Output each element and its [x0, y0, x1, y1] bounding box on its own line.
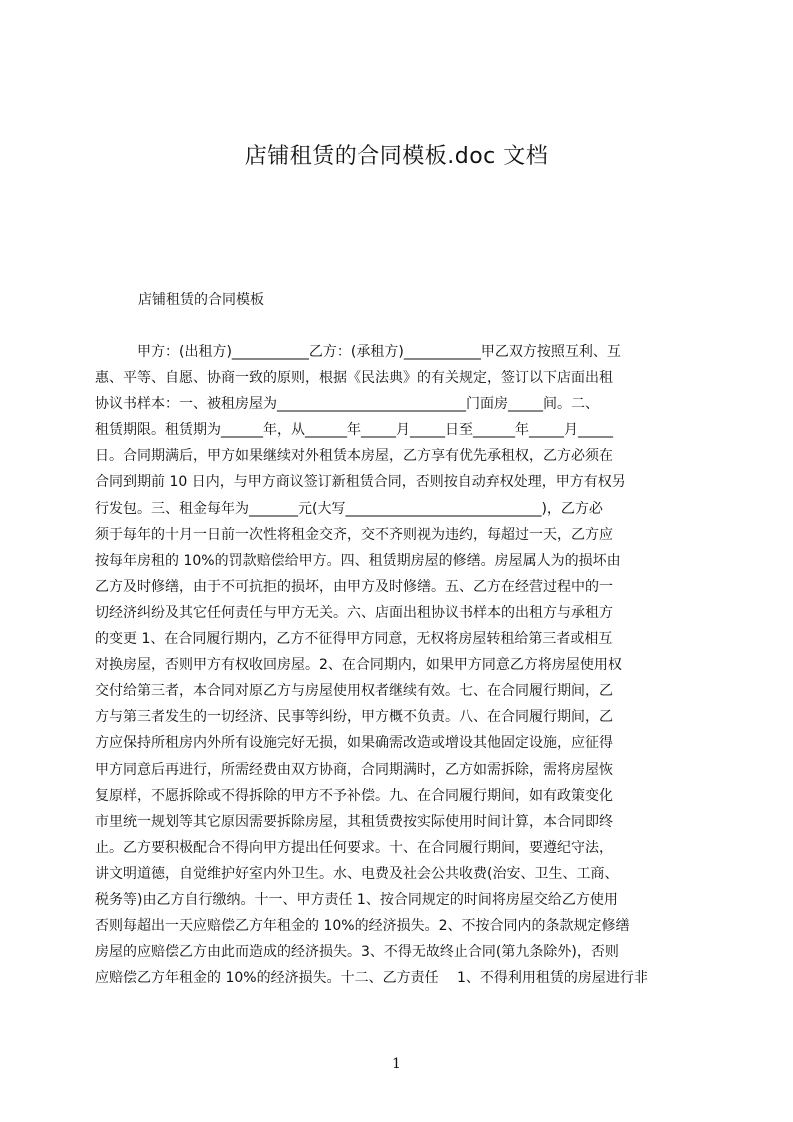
document-title: 店铺租赁的合同模板.doc 文档: [244, 144, 549, 169]
body-line: 止。乙方要积极配合不得向甲方提出任何要求。十、在合同履行期间，要遵纪守法，: [95, 839, 613, 856]
body-line: 甲方同意后再进行，所需经费由双方协商，合同期满时，乙方如需拆除，需将房屋恢: [95, 761, 613, 778]
body-line: 切经济纠纷及其它任何责任与甲方无关。六、店面出租协议书样本的出租方与承租方: [95, 604, 613, 621]
body-line: 惠、平等、自愿、协商一致的原则，根据《民法典》的有关规定，签订以下店面出租: [95, 370, 613, 387]
body-line: 讲文明道德，自觉维护好室内外卫生。水、电费及社会公共收费(治安、卫生、工商、: [95, 865, 619, 882]
body-line: 交付给第三者，本合同对原乙方与房屋使用权者继续有效。七、在合同履行期间，乙: [95, 683, 613, 700]
body-line: 租赁期限。租赁期为______年，从______年_____月_____日至______年_____月_____: [95, 422, 613, 439]
body-line: 日。合同期满后，甲方如果继续对外租赁本房屋，乙方享有优先承租权，乙方必须在: [95, 448, 613, 465]
contract-body: [95, 339, 698, 1019]
body-line: 复原样，不愿拆除或不得拆除的甲方不予补偿。九、在合同履行期间，如有政策变化: [95, 787, 613, 804]
body-line: 按每年房租的 10%的罚款赔偿给甲方。四、租赁期房屋的修缮。房屋属人为的损坏由: [95, 552, 621, 569]
body-line: 的变更 1、在合同履行期内，乙方不征得甲方同意，无权将房屋转租给第三者或相互: [95, 631, 613, 648]
body-line: 应赔偿乙方年租金的 10%的经济损失。十二、乙方责任 1、不得利用租赁的房屋进行非: [95, 970, 648, 987]
body-line: 须于每年的十月一日前一次性将租金交齐，交不齐则视为违约，每超过一天，乙方应: [95, 526, 613, 543]
body-line: 否则每超出一天应赔偿乙方年租金的 10%的经济损失。2、不按合同内的条款规定修缮: [95, 918, 630, 935]
body-line: 市里统一规划等其它原因需要拆除房屋，其租赁费按实际使用时间计算，本合同即终: [95, 813, 613, 830]
body-line: 行发包。三、租金每年为_______元(大写____________________________)，乙方必: [95, 500, 603, 517]
body-line: 方与第三者发生的一切经济、民事等纠纷，甲方概不负责。八、在合同履行期间，乙: [95, 709, 613, 726]
page-number: 1: [392, 1056, 401, 1072]
body-line: 乙方及时修缮，由于不可抗拒的损坏，由甲方及时修缮。五、乙方在经营过程中的一: [95, 578, 613, 595]
body-line: 协议书样本：一、被租房屋为___________________________门面房_____间。二、: [95, 396, 599, 413]
body-line: 房屋的应赔偿乙方由此而造成的经济损失。3、不得无故终止合同(第九条除外)，否则: [95, 944, 619, 961]
body-line: 税务等)由乙方自行缴纳。十一、甲方责任 1、按合同规定的时间将房屋交给乙方使用: [95, 891, 618, 908]
body-line: 对换房屋，否则甲方有权收回房屋。2、在合同期内，如果甲方同意乙方将房屋使用权: [95, 657, 622, 674]
body-line: 合同到期前 10 日内，与甲方商议签订新租赁合同，否则按自动弃权处理，甲方有权另: [95, 474, 626, 491]
body-line: 方应保持所租房内外所有设施完好无损，如果确需改造或增设其他固定设施，应征得: [95, 735, 613, 752]
contract-subtitle: 店铺租赁的合同模板: [138, 292, 264, 308]
body-line: 甲方：(出租方)___________乙方：(承租方)___________甲乙双方按照互利、互: [137, 344, 621, 360]
